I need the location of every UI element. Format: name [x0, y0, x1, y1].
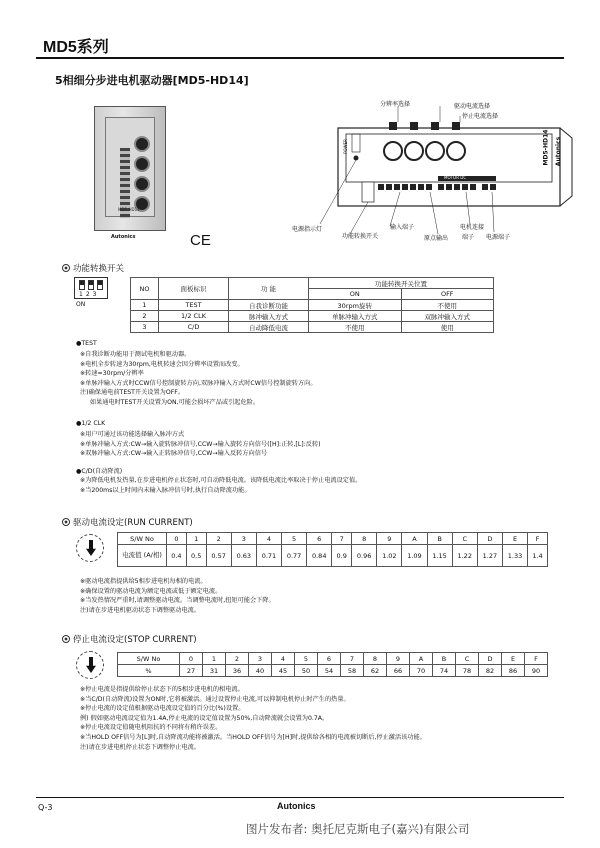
table-cell: 62	[364, 665, 387, 677]
table-cell: 36	[226, 665, 249, 677]
label-led: 电源指示灯	[292, 226, 323, 233]
table-cell: 3	[231, 533, 256, 545]
th-pos: 功能转换开关位置	[309, 278, 494, 289]
table-cell: E	[502, 653, 525, 665]
table-cell: 9	[387, 653, 410, 665]
cd-heading: ●C/D(自动降流)	[76, 468, 123, 475]
table-cell: 6	[307, 533, 332, 545]
label-stop-current: 停止电流选择	[462, 113, 499, 120]
table-cell: A	[402, 533, 427, 545]
table-cell: 4	[256, 533, 281, 545]
section-stop-current	[62, 633, 197, 645]
th-panel: 面板标识	[159, 278, 229, 300]
table-row: 2 1/2 CLK 脉冲输入方式 单脉冲输入方式 双脉冲输入方式	[131, 311, 494, 322]
label-input: 输入端子	[390, 224, 415, 231]
run-current-notes: ※驱动电流指提供给5相步进电机每相的电流。 ※确保设置的驱动电流为额定电流或低于额定电流。 ※当发热情况严重时,请调整驱动电流。当调整电流时,扭矩可能会下降。 注)请在步进电机驱动状态下调整驱动电流。	[80, 578, 275, 614]
table-cell: 3	[249, 653, 272, 665]
table-cell: 2	[226, 653, 249, 665]
table-cell: 66	[387, 665, 410, 677]
table-cell: 1	[186, 533, 206, 545]
driver-diagram	[290, 96, 580, 246]
table-cell: 1	[203, 653, 226, 665]
page-title: MD5系列	[43, 39, 109, 56]
table-cell: C	[452, 533, 477, 545]
section-bullet-icon	[62, 635, 70, 643]
dip-switch-figure	[74, 277, 110, 311]
section-title-text: 驱动电流设定(RUN CURRENT)	[73, 518, 193, 528]
table-cell: 7	[332, 533, 352, 545]
test-heading: ●TEST	[76, 340, 97, 347]
table-cell: 0	[167, 533, 187, 545]
table-cell: D	[477, 533, 502, 545]
table-cell: 1.27	[477, 545, 502, 567]
table-cell: 0.4	[167, 545, 187, 567]
label-power-terminal: 电源端子	[486, 234, 511, 241]
table-cell: 31	[203, 665, 226, 677]
table-cell: 8	[352, 533, 377, 545]
header-divider	[36, 57, 564, 59]
table-cell: 0.57	[206, 545, 231, 567]
label-motor-conn: 电机连接	[460, 224, 485, 231]
section-subtitle: 5相细分步进电机驱动器[MD5-HD14]	[55, 74, 249, 87]
table-cell: 1.02	[377, 545, 402, 567]
th-no: NO	[131, 278, 159, 300]
table-cell: B	[427, 533, 452, 545]
driver-outline-svg	[290, 96, 580, 246]
diagram-motor-dc: MOTOR DC	[444, 175, 467, 180]
label-microstep: 分辨率选择	[380, 101, 411, 108]
stop-current-notes: ※停止电流是指提供给停止状态下的5相步进电机的相电流。 ※当C/D(自动降流)设置为ON时,它将被激活。通过设置停止电流,可以抑制电机停止时产生的热量。 ※停止电流的设定值根据驱动电流设定值的百分比(%)设置。 例) 假如驱动电流设定值为1.4A,停止电流的设定值设置为50%,自动降流就会设置为0.7A。 ※停止电流设定值随电机阻抗的不同将有稍许误差。 ※当HOLD OFF信号为[L]时,自动降流功能将被激活。当HOLD OFF信号为[H]时,提供给各相的电流被切断后,停止激活该功能。 注)请在步进电机停止状态下调整停止电流。	[80, 686, 426, 751]
table-cell: C	[456, 653, 479, 665]
table-cell: 86	[502, 665, 525, 677]
th-func: 功 能	[229, 278, 309, 300]
table-cell: 2	[206, 533, 231, 545]
test-notes: ※自我诊断功能用于测试电机和驱动器。 ※电机全步转速为30rpm,电机转速会因分辨率设置而改变。 ※转速=30rpm/分辨率 ※单脉冲输入方式时CCW信号控制旋转方向,双脉冲输入方式时CW信号控制旋转方向。 注)确保通电前TEST开关设置为OFF。 如果通电时TEST开关设置为ON,可能会损坏产品或引起危险。	[80, 351, 317, 406]
section-run-current	[62, 516, 193, 528]
table-cell: E	[502, 533, 527, 545]
section-func-switch	[62, 262, 124, 274]
dip-numbers: 123	[79, 291, 100, 298]
rotary-knob	[134, 176, 150, 192]
table-cell: 0.63	[231, 545, 256, 567]
label-func-switch: 功能转换开关	[342, 233, 379, 240]
table-cell: 0	[180, 653, 203, 665]
table-cell: 1.33	[502, 545, 527, 567]
table-cell: D	[479, 653, 502, 665]
product-photo	[94, 106, 166, 240]
table-cell: 0.9	[332, 545, 352, 567]
table-cell: 0.5	[186, 545, 206, 567]
table-cell: 70	[410, 665, 433, 677]
run-current-dial-icon	[76, 534, 104, 562]
table-cell: 5	[282, 533, 307, 545]
table-cell: 5	[295, 653, 318, 665]
table-cell: 9	[377, 533, 402, 545]
footer-divider	[36, 797, 564, 798]
table-cell: 27	[180, 665, 203, 677]
table-cell: 40	[249, 665, 272, 677]
table-cell: 54	[318, 665, 341, 677]
table-cell: 0.96	[352, 545, 377, 567]
table-cell: 74	[433, 665, 456, 677]
table-cell: 1.09	[402, 545, 427, 567]
table-cell: 1.22	[452, 545, 477, 567]
cd-notes: ※为降低电机发热量,在步进电机停止状态时,可自动降低电流。该降低电流比率取决于停止电流设定值。 ※当200ms以上时间内未输入脉冲信号时,执行自动降流功能。	[80, 477, 362, 494]
clk-notes: ※用户可通过该功能选择输入脉冲方式 ※单脉冲输入方式:CW→输入旋转脉冲信号,CCW→输入旋转方向信号([H]:正转,[L]:反转) ※双脉冲输入方式:CW→输入正转脉冲信号,CCW→输入反转方向信号	[80, 431, 321, 458]
label-drive-current: 驱动电流选择	[454, 103, 491, 110]
diagram-power: POWER	[342, 139, 348, 154]
table-cell: 4	[272, 653, 295, 665]
product-brand: Autonics	[111, 234, 136, 240]
table-cell: 58	[341, 665, 364, 677]
table-cell: B	[433, 653, 456, 665]
table-cell: 45	[272, 665, 295, 677]
table-cell: 0.77	[282, 545, 307, 567]
table-cell: 90	[525, 665, 548, 677]
table-cell: 78	[456, 665, 479, 677]
section-title-text: 功能转换开关	[73, 264, 125, 274]
table-cell: 6	[318, 653, 341, 665]
table-cell: 1.15	[427, 545, 452, 567]
table-cell: A	[410, 653, 433, 665]
footer-brand: Autonics	[277, 801, 316, 811]
diagram-brand: Autonics	[555, 136, 563, 167]
label-origin: 原点输出	[424, 235, 449, 242]
product-front-panel	[105, 117, 155, 217]
rotary-knob	[134, 156, 150, 172]
clk-heading: ●1/2 CLK	[76, 420, 106, 427]
product-model-label: MD5-HD14	[118, 207, 140, 212]
table-row: 1 TEST 自我诊断功能 30rpm旋转 不使用	[131, 300, 494, 311]
dip-switch-body	[74, 277, 108, 299]
table-row: 3 C/D 自动降低电流 不使用 使用	[131, 322, 494, 333]
func-switch-table	[130, 277, 494, 333]
stop-current-table: S/W No 0 1 2 3 4 5 6 7 8 9 A B C D E F % 27 31 36 40 45 50 54 58 62 66 70 74 78 82 86 90	[117, 652, 548, 677]
section-title-text: 停止电流设定(STOP CURRENT)	[73, 635, 197, 645]
label-terminal: 端子	[462, 234, 475, 241]
dip-on-label: ON	[76, 301, 86, 308]
page-number: Q-3	[38, 803, 53, 812]
th-on: ON	[309, 289, 402, 300]
table-cell: 7	[341, 653, 364, 665]
table-cell: 8	[364, 653, 387, 665]
ce-mark: CE	[190, 232, 211, 249]
table-cell: 1.4	[528, 545, 548, 567]
th-off: OFF	[401, 289, 494, 300]
table-cell: 0.84	[307, 545, 332, 567]
stop-current-dial-icon	[76, 651, 104, 679]
table-cell: 82	[479, 665, 502, 677]
diagram-model: MD5-HD14	[542, 129, 550, 166]
table-cell: 50	[295, 665, 318, 677]
table-cell: 0.71	[256, 545, 281, 567]
run-current-table: S/W No 0 1 2 3 4 5 6 7 8 9 A B C D E F 电流值 (A/相) 0.4 0.5 0.57 0.63 0.71 0.77 0.84 0.9 0.96 1.02 1.09 1.15 1.22 1.27 1.33 1.4	[117, 532, 548, 567]
watermark: 图片发布者: 奥托尼克斯电子(嘉兴)有限公司	[246, 822, 470, 836]
table-cell: F	[528, 533, 548, 545]
rotary-knob	[134, 136, 150, 152]
section-bullet-icon	[62, 518, 70, 526]
table-cell: F	[525, 653, 548, 665]
section-bullet-icon	[62, 264, 70, 272]
